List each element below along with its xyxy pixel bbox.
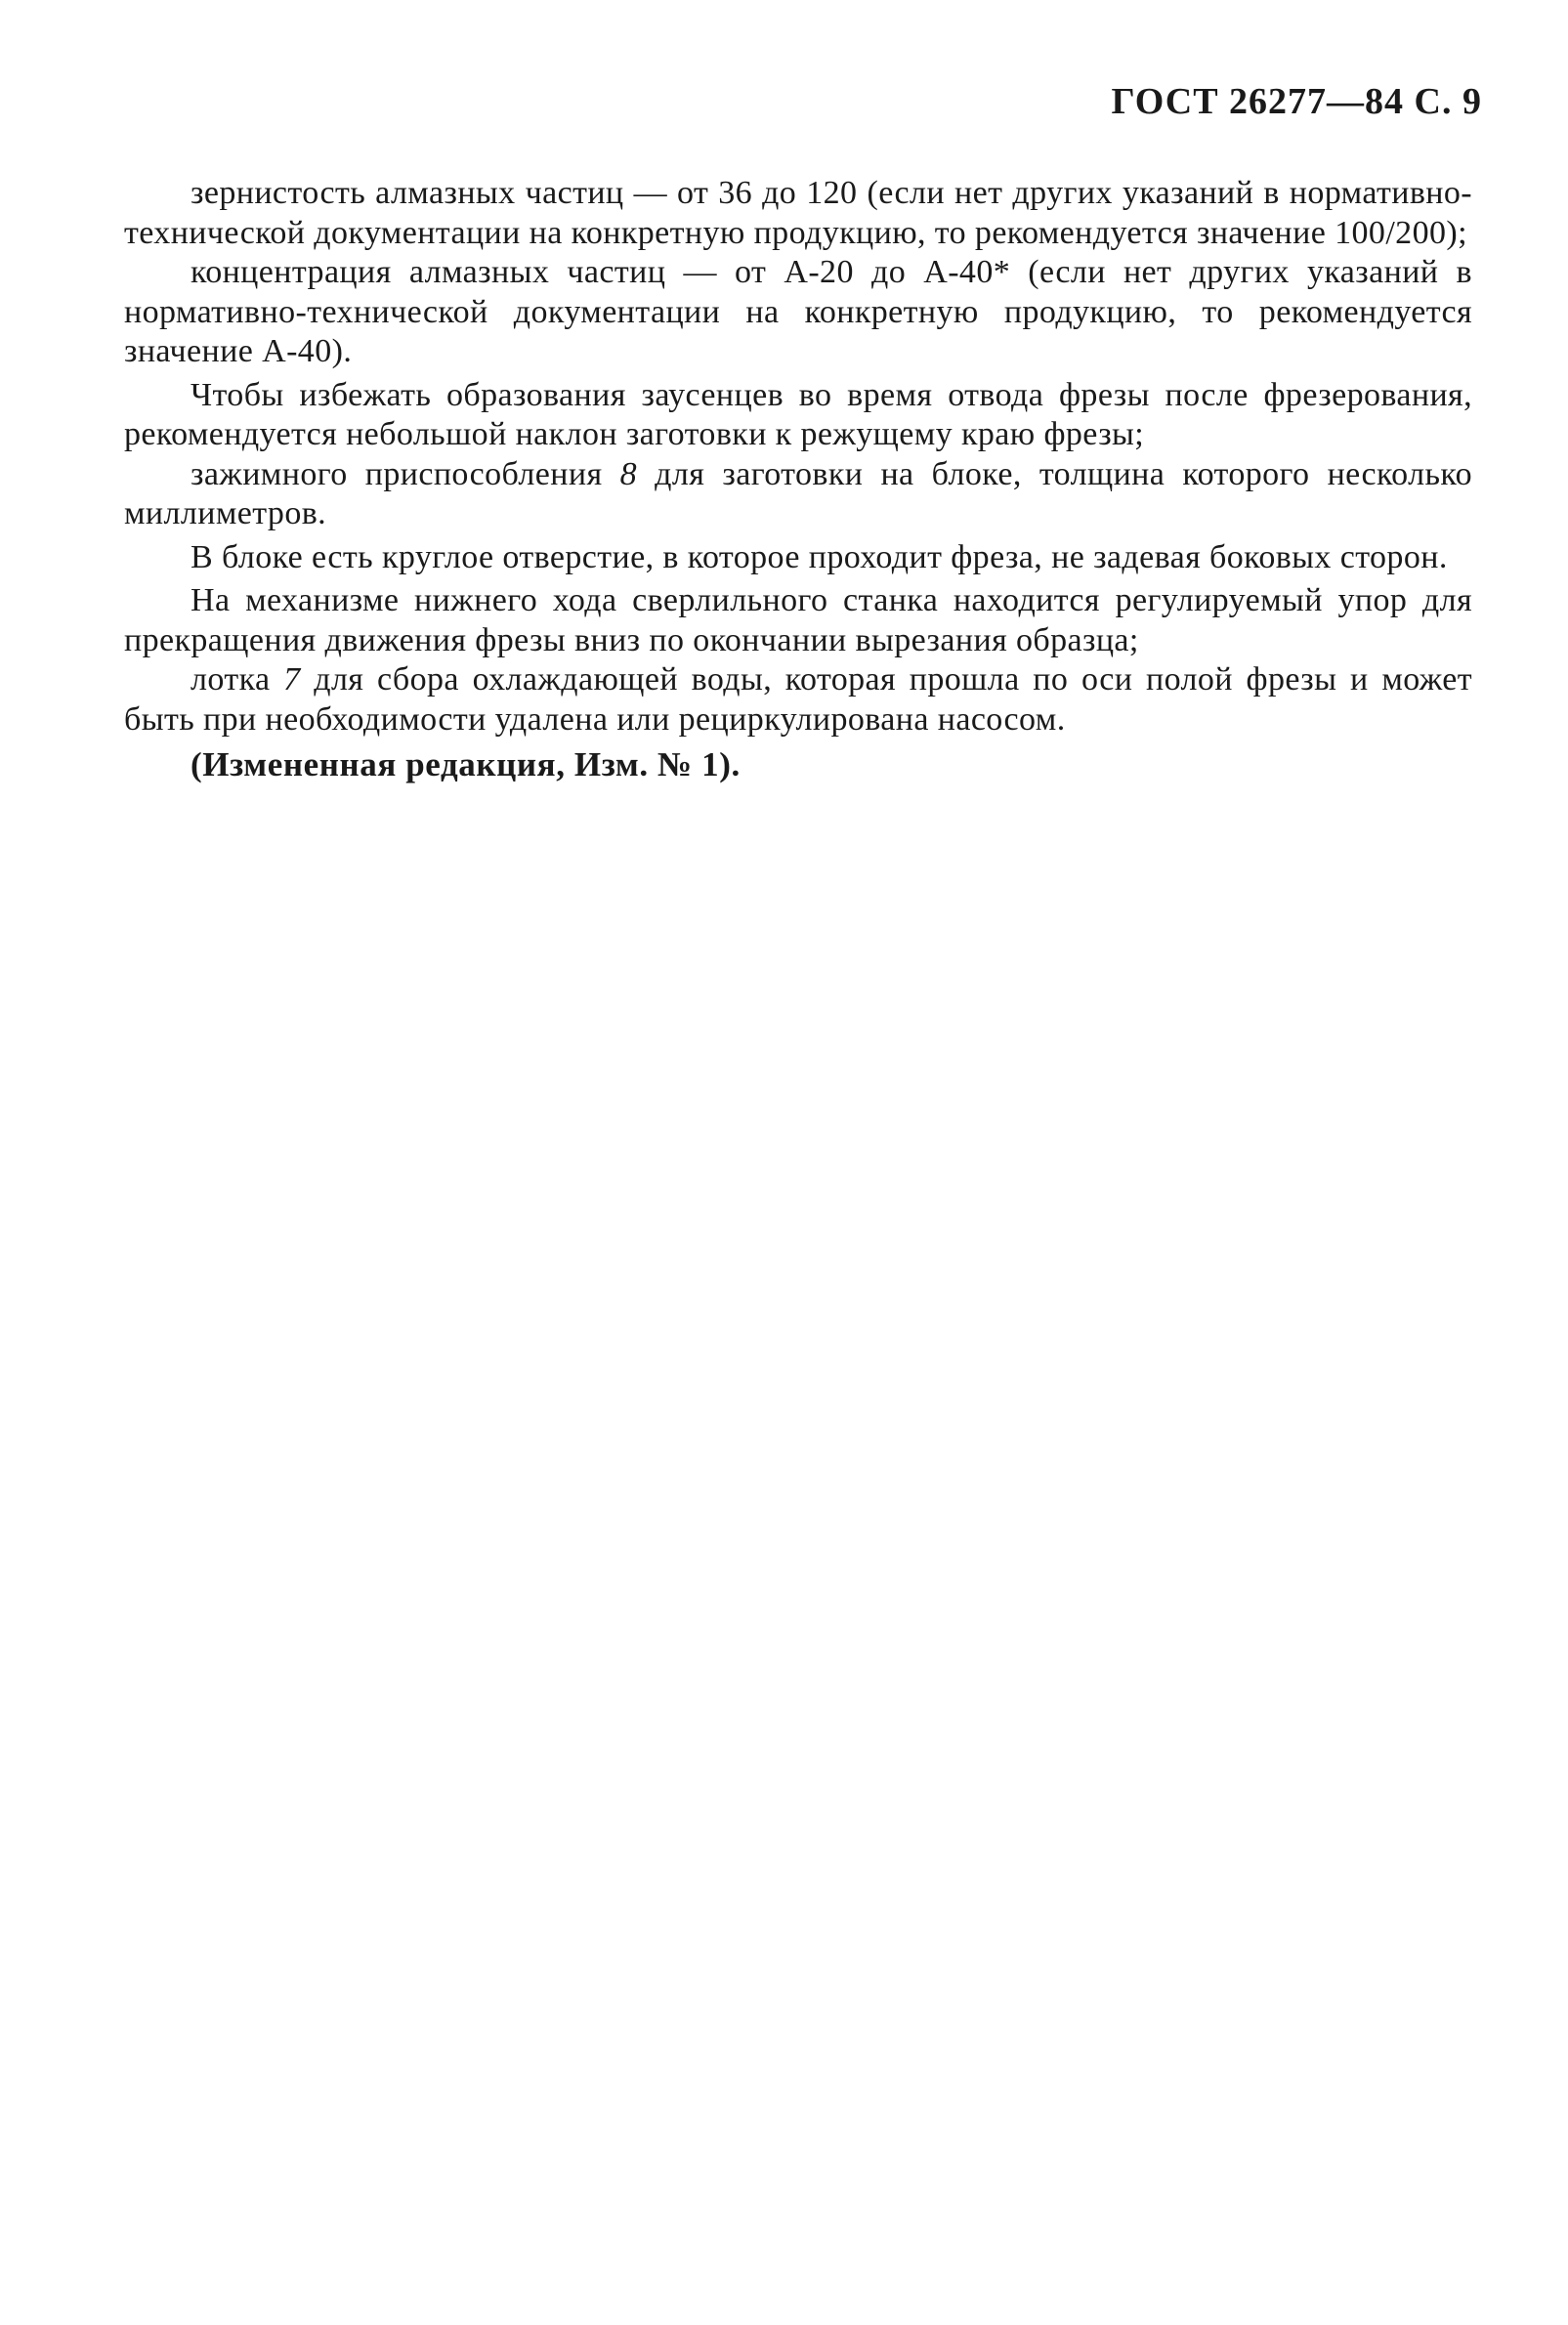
paragraph-grain-size: зернистость алмазных частиц — от 36 до 120 (если нет других указаний в нормативно-технической документации на конкретную продукцию, то рекомендуется значение 100/200); xyxy=(124,175,1472,251)
fixture-reference-number: 8 xyxy=(619,455,638,492)
paragraph-burrs: Чтобы избежать образования заусенцев во время отвода фрезы после фрезерования, рекомендуется небольшой наклон заготовки к режущему краю фрезы; xyxy=(124,376,1472,452)
document-body xyxy=(124,174,1472,785)
fixture-text-before: зажимного приспособления xyxy=(191,455,620,492)
page-header: ГОСТ 26277—84 С. 9 xyxy=(1111,81,1482,122)
amendment-note: (Измененная редакция, Изм. № 1). xyxy=(191,745,741,783)
paragraph-tray xyxy=(124,660,1472,740)
fixture-text-after: для заготовки на блоке, толщина которого несколько миллиметров. xyxy=(124,455,1472,531)
paragraph-concentration: концентрация алмазных частиц — от А-20 до А-40* (если нет других указаний в нормативно-технической документации на конкретную продукцию, то рекомендуется значение А-40). xyxy=(124,254,1472,369)
tray-text-after: для сбора охлаждающей воды, которая прошла по оси полой фрезы и может быть при необходимости удалена или рециркулирована насосом. xyxy=(124,661,1472,738)
tray-reference-number: 7 xyxy=(283,661,301,698)
tray-text-before: лотка xyxy=(191,661,284,698)
paragraph-stop: На механизме нижнего хода сверлильного станка находится регулируемый упор для прекращения движения фрезы вниз по окончании вырезания образца; xyxy=(124,582,1472,658)
paragraph-fixture xyxy=(124,455,1472,534)
paragraph-hole: В блоке есть круглое отверстие, в которое проходит фреза, не задевая боковых сторон. xyxy=(191,538,1448,575)
